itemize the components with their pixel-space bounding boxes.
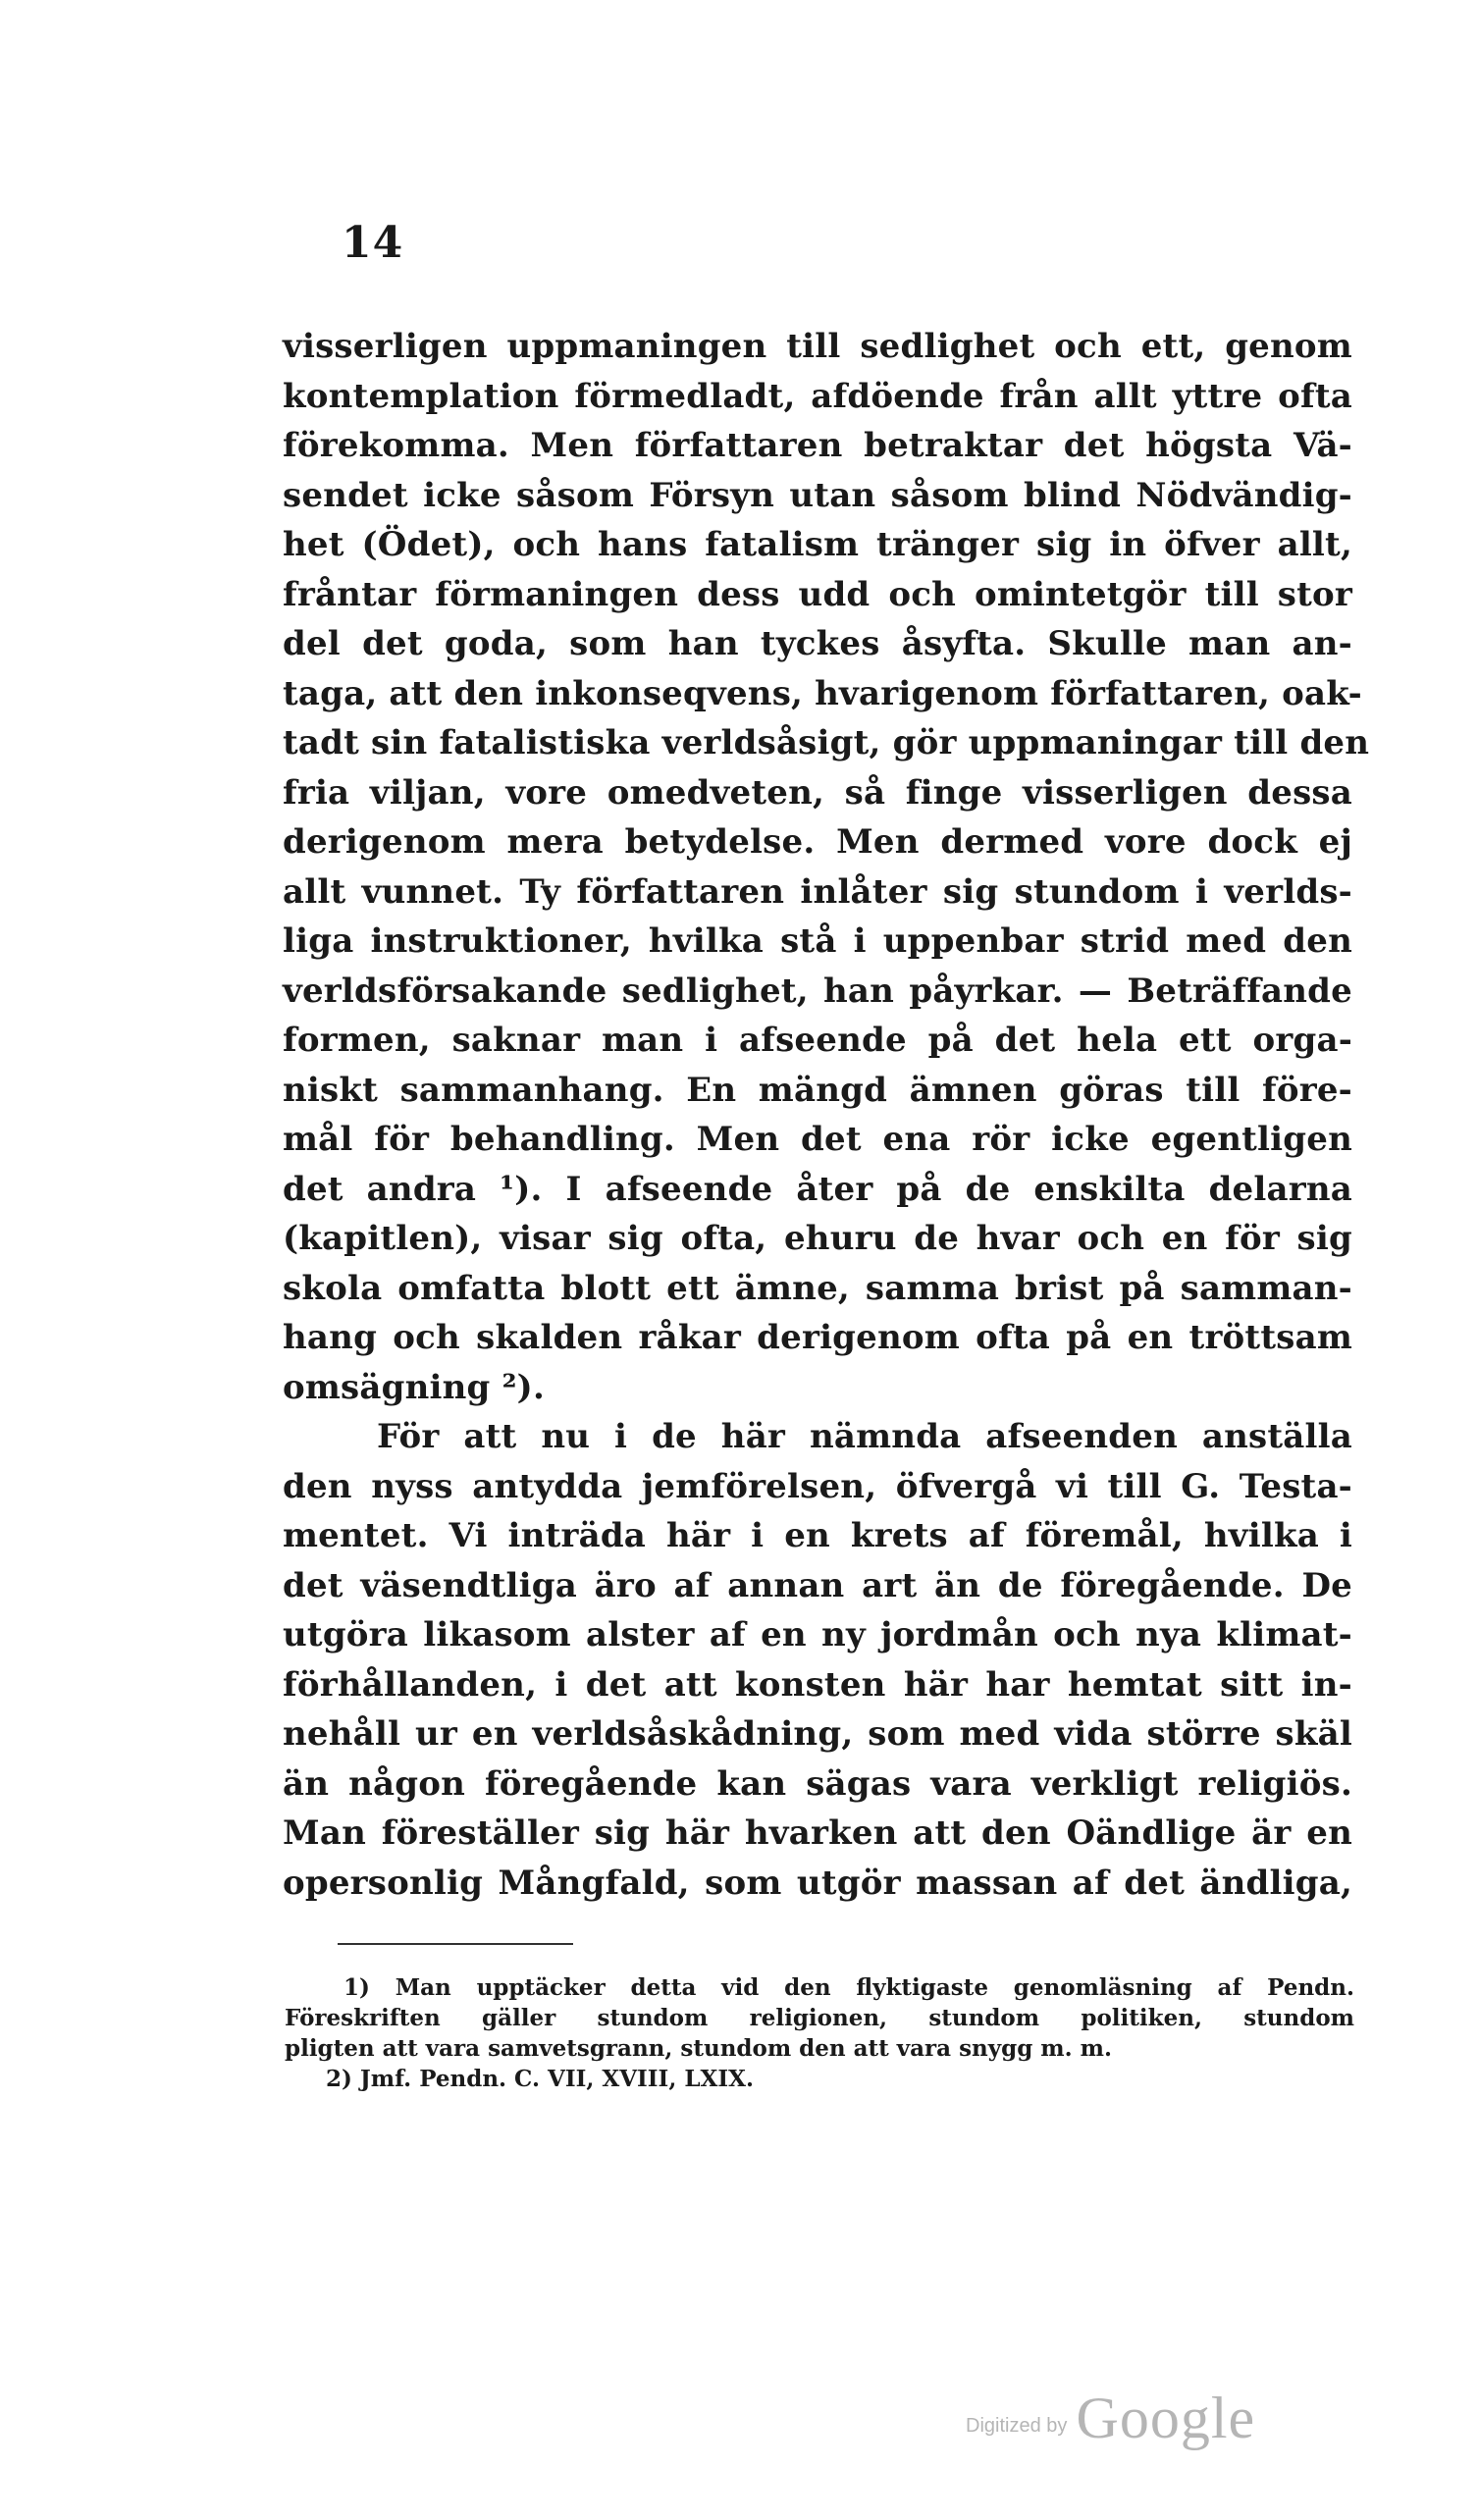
footnote-line: 2) Jmf. Pendn. C. VII, XVIII, LXIX. — [326, 2066, 754, 2092]
body-line: skola omfatta blott ett ämne, samma brist på samman- — [283, 1268, 1352, 1308]
body-line-paragraph-start: För att nu i de här nämnda afseenden anställa — [377, 1417, 1352, 1456]
footnotes — [285, 1972, 1354, 2094]
body-line: del det goda, som han tyckes åsyfta. Skulle man an- — [283, 624, 1352, 663]
body-line: derigenom mera betydelse. Men dermed vore dock ej — [283, 822, 1352, 862]
body-line: opersonlig Mångfald, som utgör massan af det ändliga, — [283, 1863, 1352, 1903]
footnote-line: 1) Man upptäcker detta vid den flyktigaste genomläsning af Pendn. — [343, 1974, 1354, 2001]
body-line: taga, att den inkonseqvens, hvarigenom författaren, oak- — [283, 673, 1362, 713]
body-line: Man föreställer sig här hvarken att den Oändlige är en — [283, 1813, 1352, 1853]
body-line: niskt sammanhang. En mängd ämnen göras till före- — [283, 1070, 1352, 1110]
footnote-line: Föreskriften gäller stundom religionen, stundom politiken, stundom — [285, 2005, 1354, 2031]
body-line-paragraph-end: omsägning ²). — [283, 1367, 545, 1407]
footnote-line: pligten att vara samvetsgrann, stundom den att vara snygg m. m. — [285, 2035, 1112, 2062]
watermark-prefix: Digitized by — [966, 2415, 1068, 2437]
body-line: fria viljan, vore omedveten, så finge visserligen dessa — [283, 772, 1352, 813]
body-line: mentet. Vi inträda här i en krets af föremål, hvilka i — [283, 1516, 1352, 1555]
body-line: tadt sin fatalistiska verldsåsigt, gör uppmaningar till den — [283, 723, 1370, 762]
google-logo: Google — [1076, 2386, 1256, 2450]
body-line: liga instruktioner, hvilka stå i uppenbar strid med den — [283, 921, 1352, 961]
body-text — [283, 322, 1370, 1908]
body-line: den nyss antydda jemförelsen, öfvergå vi till G. Testa- — [283, 1466, 1352, 1506]
body-line: hang och skalden råkar derigenom ofta på en tröttsam — [283, 1318, 1352, 1357]
body-line: het (Ödet), och hans fatalism tränger sig in öfver allt, — [283, 525, 1352, 564]
body-line: utgöra likasom alster af en ny jordmån och nya klimat- — [283, 1615, 1352, 1654]
body-line: mål för behandling. Men det ena rör icke egentligen — [283, 1120, 1352, 1159]
body-line: (kapitlen), visar sig ofta, ehuru de hvar och en för sig — [283, 1219, 1352, 1258]
digitized-watermark — [966, 2385, 1255, 2452]
footnote-separator — [338, 1943, 573, 1945]
body-line: det väsendtliga äro af annan art än de föregående. De — [283, 1565, 1352, 1605]
page-number: 14 — [342, 218, 404, 268]
body-line: verldsförsakande sedlighet, han påyrkar. — Beträffande — [283, 971, 1352, 1011]
body-line: visserligen uppmaningen till sedlighet och ett, genom — [283, 327, 1352, 366]
body-line: förekomma. Men författaren betraktar det högsta Vä- — [283, 426, 1352, 465]
body-line: än någon föregående kan sägas vara verkligt religiös. — [283, 1763, 1352, 1804]
body-line: formen, saknar man i afseende på det hela ett orga- — [283, 1021, 1352, 1060]
body-line: förhållanden, i det att konsten här har hemtat sitt in- — [283, 1664, 1352, 1705]
body-line: sendet icke såsom Försyn utan såsom blind Nödvändig- — [283, 475, 1352, 515]
body-line: det andra ¹). I afseende åter på de enskilta delarna — [283, 1169, 1352, 1209]
body-line: nehåll ur en verldsåskådning, som med vida större skäl — [283, 1714, 1352, 1754]
body-line: kontemplation förmedladt, afdöende från allt yttre ofta — [283, 376, 1352, 416]
body-line: allt vunnet. Ty författaren inlåter sig stundom i verlds- — [283, 871, 1352, 912]
body-line: fråntar förmaningen dess udd och omintetgör till stor — [283, 574, 1352, 614]
